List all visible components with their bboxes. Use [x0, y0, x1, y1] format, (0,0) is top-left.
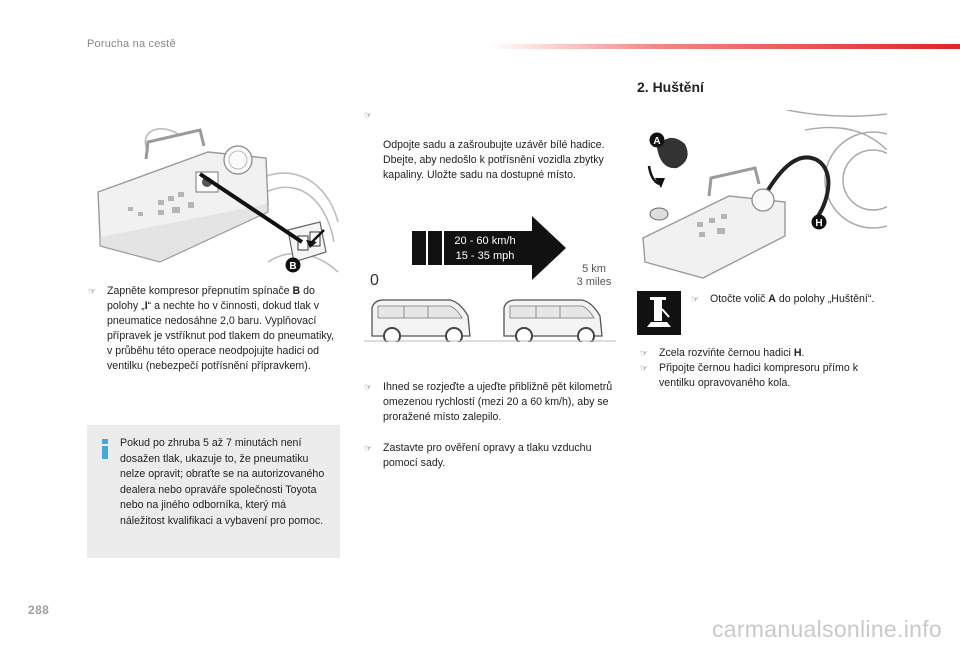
bold-b: B: [292, 285, 301, 297]
bullet-text: Ihned se rozjeďte a ujeďte přibližně pět kilometrů omezenou rychlostí (mezi 20 a 60 km/h), aby se proražené místo zalepilo.: [383, 381, 613, 423]
bold-i: I: [144, 300, 148, 312]
speed-mph: 15 - 35 mph: [455, 250, 515, 262]
finger-pointer-icon: ☞: [640, 348, 649, 358]
finger-pointer-icon: ☞: [640, 363, 649, 373]
bullet-text: Připojte černou hadici kompresoru přímo k ventilku opravovaného kola.: [659, 362, 859, 389]
drive-speed-diagram: [364, 212, 616, 342]
finger-pointer-icon: ☞: [691, 294, 700, 304]
bullet-connect-hose: [640, 361, 890, 391]
knob-a-label: A: [653, 136, 661, 147]
finger-pointer-icon: ☞: [364, 443, 373, 453]
bullet-drive: [364, 380, 614, 425]
bullet-text: Odpojte sadu a zašroubujte uzávěr bílé hadice. Dbejte, aby nedošlo k potřísnění vozidla zbytky kapaliny. Uložte sadu na dostupné místo.: [383, 139, 605, 181]
finger-pointer-icon: ☞: [364, 110, 373, 120]
header-accent-rule: [490, 44, 960, 49]
compressor-inflate-illustration: [637, 110, 887, 282]
finger-pointer-icon: ☞: [88, 286, 97, 296]
start-distance: 0: [370, 272, 379, 289]
bullet-unroll-hose: [640, 346, 890, 361]
speed-kmh: 20 - 60 km/h: [454, 235, 516, 247]
bullet-turn-knob: [691, 292, 881, 307]
finger-pointer-icon: ☞: [364, 382, 373, 392]
bullet-text: Zastavte pro ověření opravy a tlaku vzduchu pomocí sady.: [383, 442, 592, 469]
bullet-text: “ a nechte ho v činnosti, dokud tlak v pneumatice nedosáhne 2,0 baru. Vyplňovací přípravek je vstříknut pod tlakem do pneumatiky, v průběhu této operace neodpojujte hadici od ventilku (nebezpečí potřísnění přípravkem).: [107, 300, 335, 372]
van-start: [372, 300, 470, 342]
bullet-disconnect-kit: [364, 108, 614, 198]
section-heading: 2. Huštění: [637, 79, 704, 95]
bullet-stop-check: [364, 441, 614, 471]
page-number: 288: [28, 603, 50, 617]
compressor-switch-illustration: [88, 112, 340, 280]
distance-miles: 3 miles: [576, 276, 612, 288]
bold-h: H: [793, 347, 802, 359]
section-title: Porucha na cestě: [87, 38, 176, 50]
bullet-text: Zcela rozviňte černou hadici: [659, 347, 794, 359]
bullet-text: do polohy „Huštění“.: [775, 293, 875, 305]
info-text: Pokud po zhruba 5 až 7 minutách není dosažen tlak, ukazuje to, že pneumatiku nelze opravit; obraťte se na autorizovaného dealera nebo opraváře společnosti Toyota nebo na jiného odborníka, který má náležitost kvalifikaci a vybavení pro pomoc.: [120, 437, 325, 527]
bullet-switch-on: [88, 284, 342, 374]
bullet-text: Otočte volič: [710, 293, 769, 305]
distance-km: 5 km: [582, 263, 606, 275]
switch-b-label: B: [289, 261, 297, 272]
bold-a: A: [768, 293, 776, 305]
tire-inflate-icon: [637, 291, 681, 335]
info-icon: [99, 439, 111, 459]
info-box: [87, 425, 340, 558]
hose-h-label: H: [815, 218, 823, 229]
bullet-text: do polohy „: [107, 285, 315, 312]
bullet-text: Zapněte kompresor přepnutím spínače: [107, 285, 293, 297]
van-end: [504, 300, 602, 342]
watermark: carmanualsonline.info: [711, 616, 942, 642]
bullet-text: .: [801, 347, 805, 359]
